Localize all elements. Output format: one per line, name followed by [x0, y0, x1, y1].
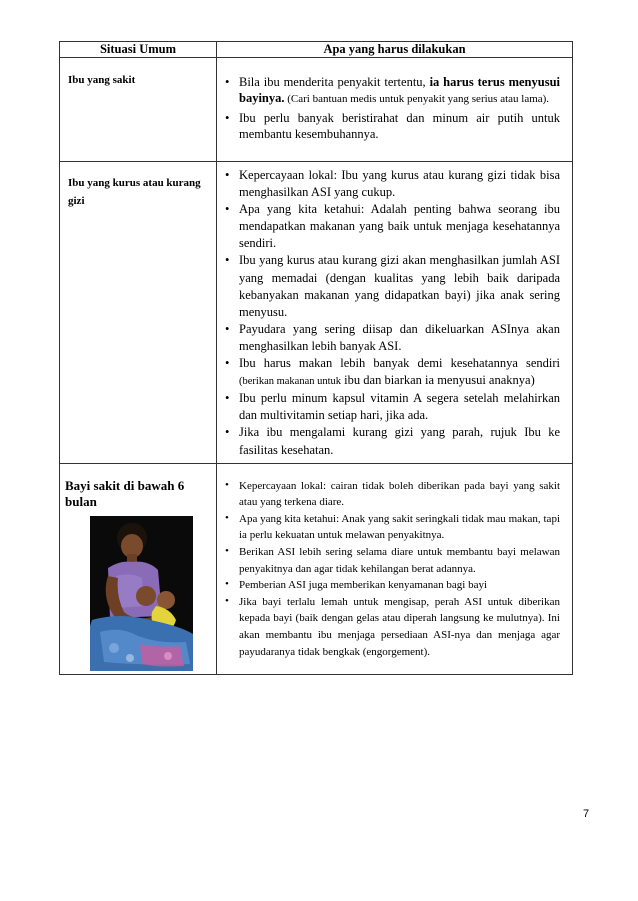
bullet-text: Bila ibu menderita penyakit tertentu,: [239, 75, 430, 89]
table-row: [60, 162, 573, 464]
bullet-list: [217, 74, 560, 142]
header-action: Apa yang harus dilakukan: [217, 42, 573, 58]
list-item: • Berikan ASI lebih sering selama diare untuk membantu bayi melawan penyakitnya dan agar tidak kehilangan berat adannya.: [217, 544, 560, 577]
bullet-small-text: (berikan makanan untuk: [239, 376, 342, 388]
bullet-list: [217, 167, 560, 459]
list-item: • Payudara yang sering diisap dan dikeluarkan ASInya akan menghasilkan lebih banyak ASI.: [217, 321, 560, 355]
situation-cell: Ibu yang sakit: [60, 58, 217, 162]
list-item: • Pemberian ASI juga memberikan kenyamanan bagi bayi: [217, 577, 560, 594]
action-cell: [217, 463, 573, 675]
list-item: [217, 74, 560, 107]
action-cell: [217, 162, 573, 464]
list-item: • Apa yang kita ketahui: Adalah penting bahwa seorang ibu mendapatkan makanan yang baik untuk menjaga kesehatannya sendiri.: [217, 201, 560, 252]
guidance-table: [59, 41, 573, 675]
list-item: [217, 355, 560, 390]
bullet-text: Ibu harus makan lebih banyak demi kesehatannya sendiri: [239, 356, 560, 371]
table-row: [60, 463, 573, 675]
breastfeeding-mother-illustration: [90, 516, 193, 671]
bullet-text: Ibu perlu banyak beristirahat dan minum air putih untuk membantu kesembuhannya.: [239, 111, 560, 141]
situation-cell: Ibu yang kurus atau kurang gizi: [60, 162, 217, 464]
list-item: [217, 110, 560, 142]
table-header-row: [60, 42, 573, 58]
bullet-list: [217, 478, 560, 661]
list-item: • Apa yang kita ketahui: Anak yang sakit seringkali tidak mau makan, tapi ia perlu kekuatan untuk melawan penyakitnya.: [217, 511, 560, 544]
action-cell: [217, 58, 573, 162]
list-item: • Ibu perlu minum kapsul vitamin A segera setelah melahirkan dan multivitamin setiap hari, jika ada.: [217, 390, 560, 424]
situation-cell: [60, 463, 217, 675]
bullet-text: (Cari bantuan medis untuk penyakit yang serius atau lama).: [284, 93, 550, 105]
table-row: [60, 58, 573, 162]
situation-label: Bayi sakit di bawah 6 bulan: [65, 477, 185, 509]
bullet-text: ibu dan biarkan ia menyusui anaknya): [341, 373, 535, 388]
list-item: • Ibu yang kurus atau kurang gizi akan menghasilkan jumlah ASI yang memadai (dengan kualitas yang lebih baik daripada kebanyakan makanan yang didapatkan bayi) jika anak sering menyusu.: [217, 252, 560, 320]
list-item: • Jika bayi terlalu lemah untuk mengisap, perah ASI untuk diberikan kepada bayi (baik dengan gelas atau diperah langsung ke mulutnya). Ini akan membantu ibu menjaga persediaan ASI-nya dan menjaga agar payudaranya tidak bengkak (engorgement).: [217, 594, 560, 660]
bullet-bold-text: ia harus terus menyusui bayinya.: [239, 75, 560, 105]
list-item: • Jika ibu mengalami kurang gizi yang parah, rujuk Ibu ke fasilitas kesehatan.: [217, 424, 560, 458]
page-number: 7: [583, 808, 590, 820]
header-situation: Situasi Umum: [60, 42, 217, 58]
list-item: • Kepercayaan lokal: cairan tidak boleh diberikan pada bayi yang sakit atau yang terkena diare.: [217, 478, 560, 511]
list-item: • Kepercayaan lokal: Ibu yang kurus atau kurang gizi tidak bisa menghasilkan ASI yang cukup.: [217, 167, 560, 201]
